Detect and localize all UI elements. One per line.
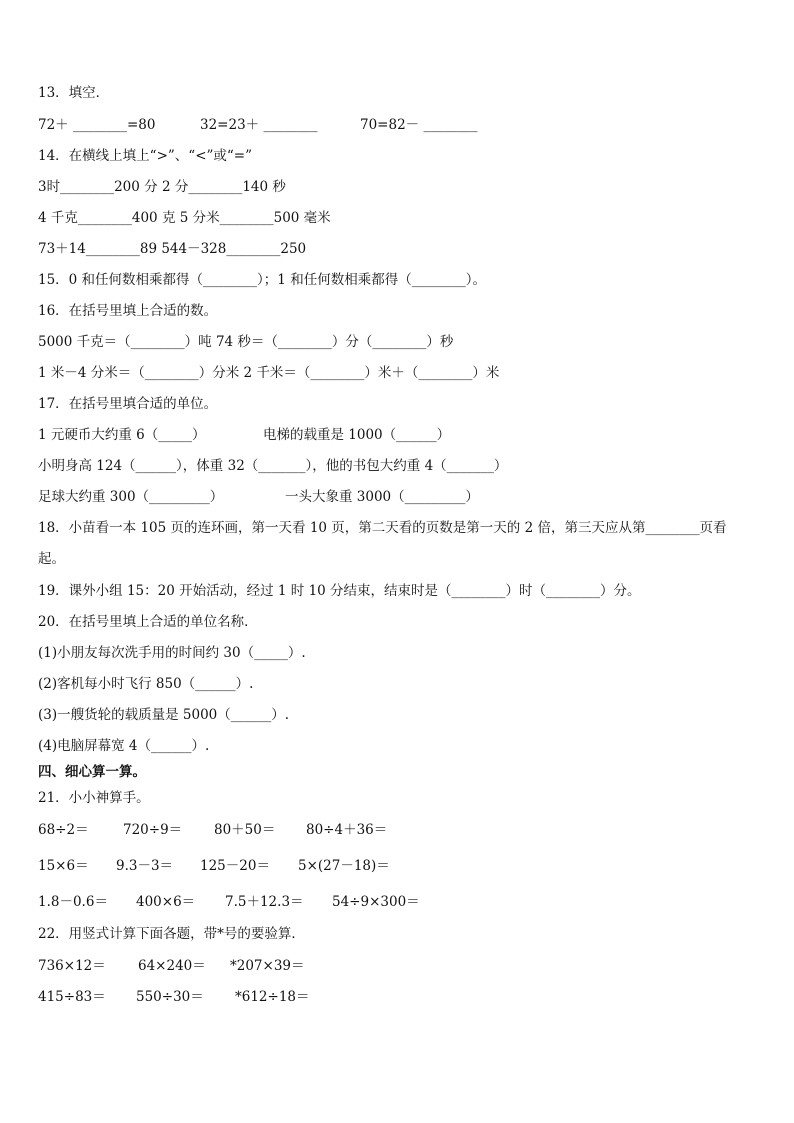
q21-row3	[38, 894, 738, 910]
calc-item: 720÷9＝	[123, 822, 183, 838]
q13-item-1: 72＋ ________=80	[38, 117, 156, 133]
calc-item: 15×6＝	[38, 858, 89, 874]
q22-title: 22．用竖式计算下面各题，带*号的要验算．	[38, 926, 305, 942]
section-heading: 四、细心算一算。	[38, 764, 146, 780]
calc-item: 550÷30＝	[136, 989, 204, 1005]
q18-line2: 起。	[38, 551, 65, 567]
q21-title: 21．小小神算手。	[38, 790, 150, 806]
q20-item-3: (3)一艘货轮的载质量是 5000（______）.	[38, 707, 290, 723]
q15: 15．0 和任何数相乘都得（________）；1 和任何数相乘都得（________）。	[38, 272, 486, 288]
calc-item: 9.3－3＝	[116, 858, 174, 874]
q18-line1: 18．小苗看一本 105 页的连环画，第一天看 10 页，第二天看的页数是第一天的 2 倍，第三天应从第________页看	[38, 520, 727, 536]
calc-item: 1.8－0.6＝	[38, 894, 108, 910]
q22-row1	[38, 958, 738, 974]
q14-row1: 3时________200 分 2 分________140 秒	[38, 179, 286, 195]
q13-title: 13．填空．	[38, 85, 110, 101]
q13-item-2: 32=23＋ ________	[200, 117, 318, 133]
q20-item-2: (2)客机每小时飞行 850（______）.	[38, 676, 254, 692]
q20-item-4: (4)电脑屏幕宽 4（______）.	[38, 738, 210, 754]
q17-row1-right: 电梯的载重是 1000（______）	[263, 427, 451, 443]
q17-row3-right: 一头大象重 3000（_________）	[285, 489, 479, 505]
q16-row2: 1 米－4 分米＝（________）分米 2 千米＝（________）米＋（________）米	[38, 365, 500, 381]
calc-item: 80÷4＋36＝	[306, 822, 388, 838]
q16-row1: 5000 千克＝（________）吨 74 秒＝（________）分（________）秒	[38, 334, 454, 350]
q14-title: 14．在横线上填上“>”、“<”或“=”	[38, 148, 253, 164]
q17-row2: 小明身高 124（______），体重 32（_______），他的书包大约重 4（_______）	[38, 458, 508, 474]
q16-title: 16．在括号里填上合适的数。	[38, 303, 218, 319]
calc-item: 736×12＝	[38, 958, 106, 974]
calc-item: 400×6＝	[136, 894, 196, 910]
calc-item: *612÷18＝	[235, 989, 310, 1005]
q13-item-3: 70=82－ ________	[360, 117, 478, 133]
q17-title: 17．在括号里填合适的单位。	[38, 396, 218, 412]
calc-item: 68÷2＝	[38, 822, 89, 838]
q17-row3-left: 足球大约重 300（_________）	[38, 489, 224, 505]
q17-row1	[38, 427, 738, 443]
q17-row3	[38, 489, 738, 505]
q19: 19．课外小组 15：20 开始活动，经过 1 时 10 分结束，结束时是（________）时（________）分。	[38, 583, 641, 599]
q13-items	[38, 117, 738, 133]
calc-item: 54÷9×300＝	[332, 894, 420, 910]
calc-item: *207×39＝	[230, 958, 305, 974]
q20-title: 20．在括号里填上合适的单位名称．	[38, 614, 258, 630]
calc-item: 80＋50＝	[214, 822, 276, 838]
q14-row3: 73＋14________89 544－328________250	[38, 241, 307, 257]
q21-row2	[38, 858, 738, 874]
q21-row1	[38, 822, 738, 838]
q20-item-1: (1)小朋友每次洗手用的时间约 30（_____）.	[38, 645, 306, 661]
q22-row2	[38, 989, 738, 1005]
q17-row1-left: 1 元硬币大约重 6（_____）	[38, 427, 206, 443]
calc-item: 415÷83＝	[38, 989, 106, 1005]
q14-row2: 4 千克________400 克 5 分米________500 毫米	[38, 210, 331, 226]
calc-item: 125－20＝	[200, 858, 270, 874]
calc-item: 7.5＋12.3＝	[225, 894, 304, 910]
calc-item: 64×240＝	[138, 958, 206, 974]
calc-item: 5×(27－18)＝	[298, 858, 390, 874]
